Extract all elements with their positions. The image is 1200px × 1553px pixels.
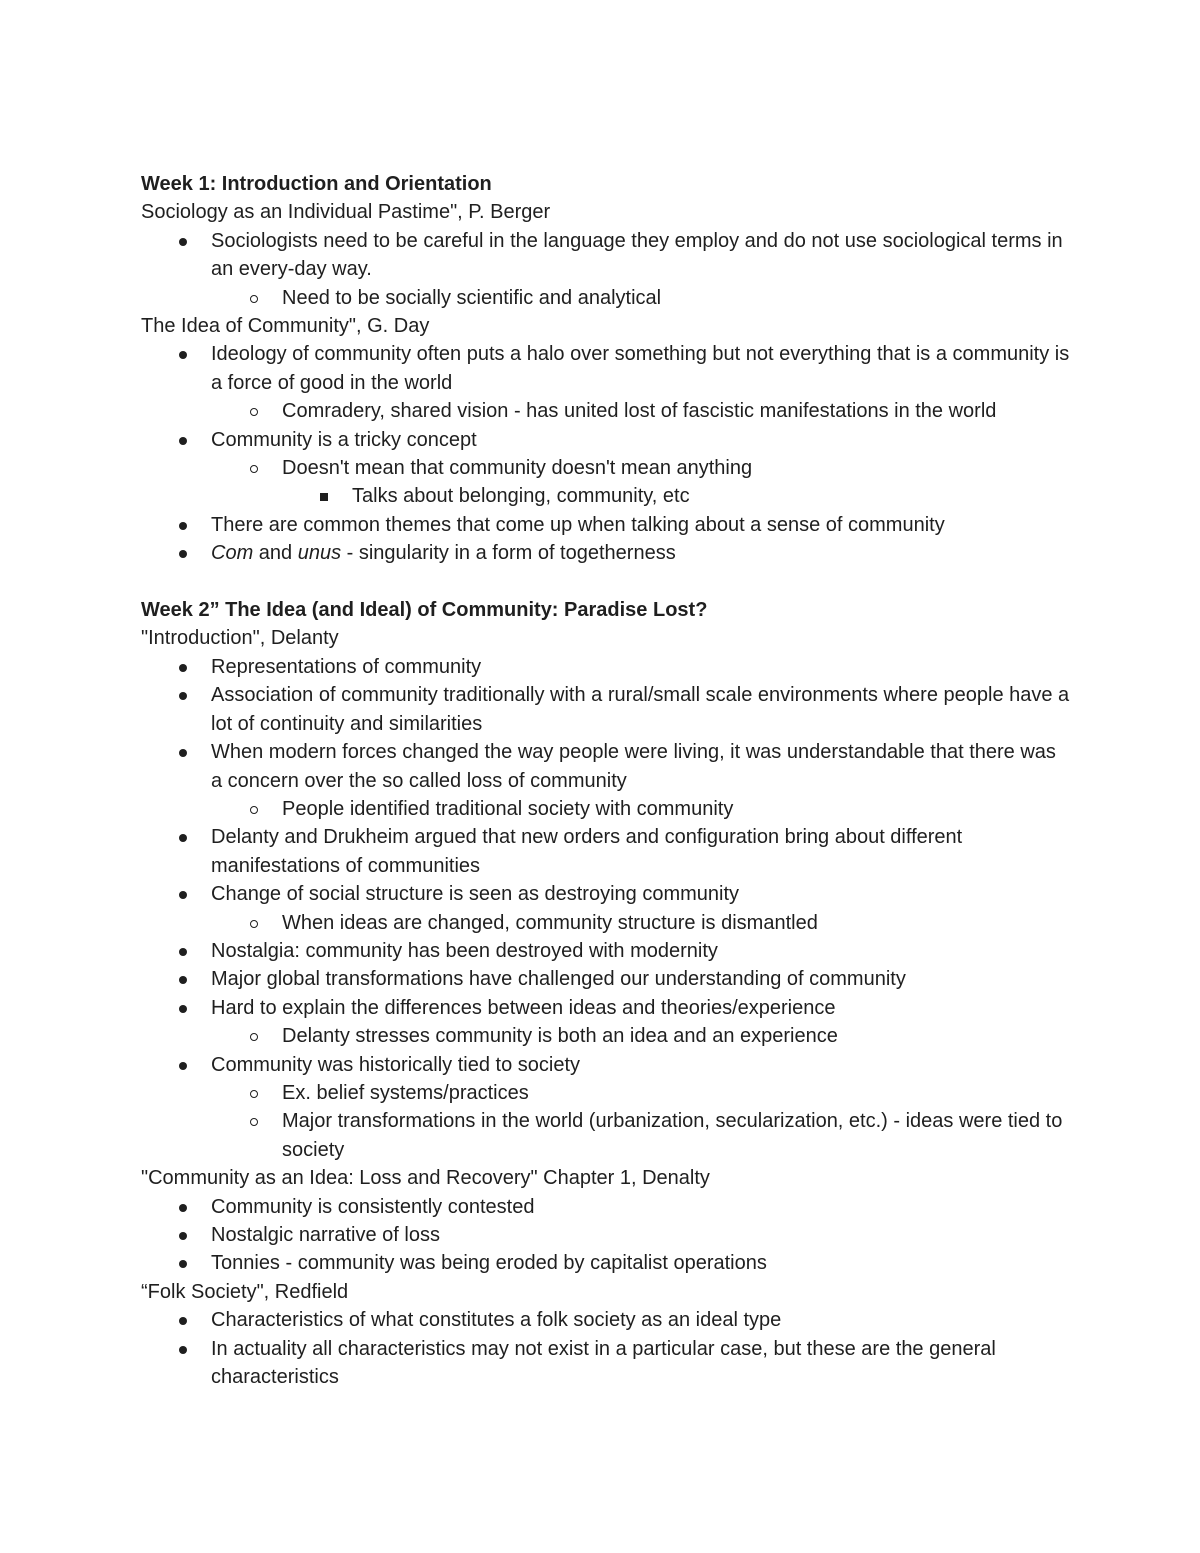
- source-citation: “Folk Society", Redfield: [141, 1280, 349, 1303]
- bullet-square-icon: [318, 482, 330, 510]
- list-item: [141, 426, 1071, 454]
- bullet-list: [141, 227, 1071, 312]
- list-item: [141, 340, 1071, 397]
- list-item: [141, 1079, 1071, 1107]
- bullet-disc-icon: [177, 426, 189, 454]
- list-item-text: - singularity in a form of togetherness: [341, 542, 676, 565]
- list-item-text: Nostalgic narrative of loss: [211, 1224, 440, 1247]
- list-item-text: In actuality all characteristics may not exist in a particular case, but these are the general characteristics: [211, 1337, 996, 1389]
- source-citation: The Idea of Community", G. Day: [141, 315, 430, 338]
- list-item: [141, 1107, 1071, 1164]
- list-item-text: Tonnies - community was being eroded by capitalist operations: [211, 1252, 767, 1275]
- list-item: [141, 937, 1071, 965]
- bullet-circle-icon: [248, 454, 260, 482]
- bullet-disc-icon: [177, 1051, 189, 1079]
- bullet-circle-icon: [248, 1107, 260, 1135]
- list-item: [141, 965, 1071, 993]
- list-item: [141, 1306, 1071, 1334]
- list-item: [141, 539, 1071, 567]
- bullet-circle-icon: [248, 1079, 260, 1107]
- list-item-text: People identified traditional society with community: [282, 797, 734, 820]
- list-item: [141, 511, 1071, 539]
- list-item: [141, 909, 1071, 937]
- list-item-text: Doesn't mean that community doesn't mean anything: [282, 457, 753, 480]
- list-item-text: Community is a tricky concept: [211, 428, 477, 451]
- list-item-text: Delanty stresses community is both an idea and an experience: [282, 1025, 838, 1048]
- list-item-text: Characteristics of what constitutes a folk society as an ideal type: [211, 1309, 782, 1332]
- list-item: [141, 1022, 1071, 1050]
- bullet-disc-icon: [177, 738, 189, 766]
- bullet-list: [141, 340, 1071, 567]
- bullet-circle-icon: [248, 795, 260, 823]
- list-item-text: Representations of community: [211, 655, 482, 678]
- list-item: [141, 1051, 1071, 1079]
- list-item: [141, 1193, 1071, 1221]
- list-item: [141, 1335, 1071, 1392]
- list-item-text: Ex. belief systems/practices: [282, 1081, 529, 1104]
- bullet-disc-icon: [177, 340, 189, 368]
- list-item-text: Community is consistently contested: [211, 1195, 535, 1218]
- list-item: [141, 823, 1071, 880]
- list-item-text: Major transformations in the world (urbanization, secularization, etc.) - ideas were tied to society: [282, 1110, 1063, 1161]
- list-item-text: Comradery, shared vision - has united lost of fascistic manifestations in the world: [282, 400, 997, 423]
- bullet-circle-icon: [248, 1022, 260, 1050]
- list-item: [141, 681, 1071, 738]
- italic-term: unus: [297, 542, 342, 565]
- list-item: [141, 1221, 1071, 1249]
- list-item: [141, 482, 1071, 510]
- list-item: [141, 284, 1071, 312]
- bullet-disc-icon: [177, 937, 189, 965]
- bullet-list: [141, 653, 1071, 1164]
- list-item-text: Community was historically tied to society: [211, 1053, 581, 1076]
- list-item-text: Delanty and Drukheim argued that new orders and configuration bring about different manifestations of communities: [211, 826, 963, 877]
- bullet-circle-icon: [248, 397, 260, 425]
- list-item: [141, 1249, 1071, 1277]
- bullet-disc-icon: [177, 511, 189, 539]
- list-item-text: Talks about belonging, community, etc: [352, 485, 690, 508]
- bullet-disc-icon: [177, 994, 189, 1022]
- list-item: [141, 795, 1071, 823]
- week-title: Week 1: Introduction and Orientation: [141, 173, 492, 195]
- bullet-disc-icon: [177, 1249, 189, 1277]
- source-citation: "Introduction", Delanty: [141, 627, 339, 650]
- source-citation: Sociology as an Individual Pastime", P. Berger: [141, 201, 551, 224]
- bullet-circle-icon: [248, 284, 260, 312]
- bullet-list: [141, 1306, 1071, 1391]
- list-item: [141, 397, 1071, 425]
- list-item-text: When modern forces changed the way people were living, it was understandable that there was a concern over the so called loss of community: [211, 741, 1056, 792]
- list-item-text: When ideas are changed, community structure is dismantled: [282, 911, 818, 934]
- list-item: [141, 880, 1071, 908]
- bullet-disc-icon: [177, 653, 189, 681]
- bullet-disc-icon: [177, 965, 189, 993]
- bullet-disc-icon: [177, 681, 189, 709]
- list-item-text: Ideology of community often puts a halo over something but not everything that is a community is a force of good in the world: [211, 343, 1070, 394]
- list-item-text: and: [253, 542, 298, 565]
- week-1-section: [141, 170, 1071, 568]
- list-item-text: Sociologists need to be careful in the language they employ and do not use sociological terms in an every-day way.: [211, 229, 1063, 281]
- bullet-disc-icon: [177, 1335, 189, 1363]
- bullet-disc-icon: [177, 539, 189, 567]
- bullet-disc-icon: [177, 227, 189, 255]
- list-item: [141, 653, 1071, 681]
- list-item: [141, 994, 1071, 1022]
- bullet-disc-icon: [177, 1193, 189, 1221]
- list-item: [141, 227, 1071, 284]
- bullet-disc-icon: [177, 880, 189, 908]
- week-2-section: [141, 596, 1071, 1391]
- notes-content: [141, 170, 1071, 1391]
- list-item-text: Need to be socially scientific and analytical: [282, 286, 662, 309]
- list-item-text: There are common themes that come up when talking about a sense of community: [211, 513, 945, 536]
- bullet-disc-icon: [177, 1221, 189, 1249]
- list-item: [141, 738, 1071, 795]
- source-citation: "Community as an Idea: Loss and Recovery" Chapter 1, Denalty: [141, 1167, 710, 1190]
- list-item-text: Nostalgia: community has been destroyed with modernity: [211, 939, 718, 962]
- list-item-text: Association of community traditionally with a rural/small scale environments where people have a lot of continuity and similarities: [211, 684, 1070, 735]
- bullet-disc-icon: [177, 1306, 189, 1334]
- bullet-disc-icon: [177, 823, 189, 851]
- list-item-text: Hard to explain the differences between ideas and theories/experience: [211, 996, 836, 1019]
- italic-term: Com: [211, 542, 254, 565]
- week-title: Week 2” The Idea (and Ideal) of Community: Paradise Lost?: [141, 599, 708, 622]
- bullet-list: [141, 1193, 1071, 1278]
- list-item-text: Major global transformations have challenged our understanding of community: [211, 968, 906, 991]
- bullet-circle-icon: [248, 909, 260, 937]
- list-item-text: Change of social structure is seen as destroying community: [211, 883, 740, 906]
- list-item: [141, 454, 1071, 482]
